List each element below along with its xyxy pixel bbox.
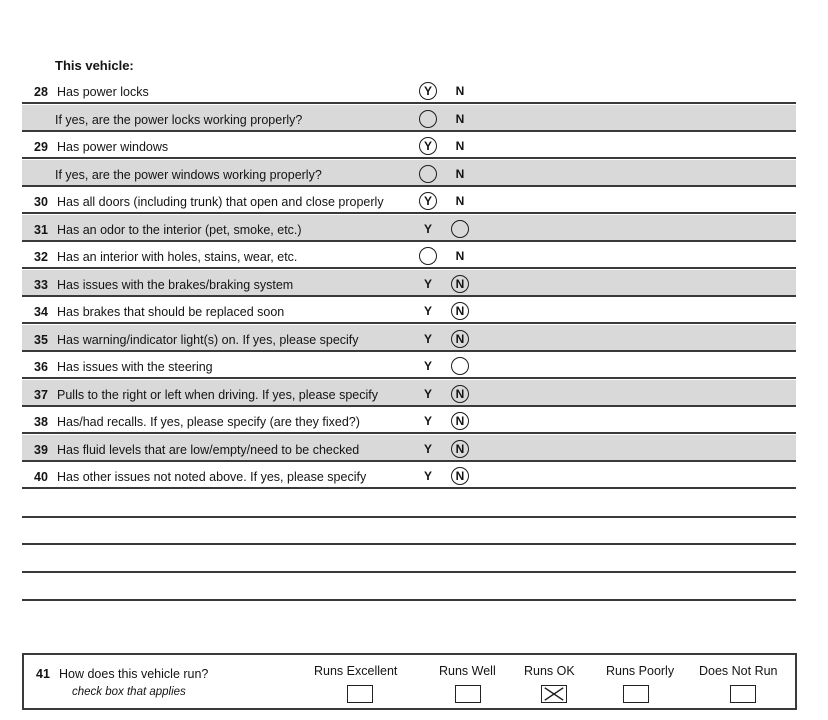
question-row [22, 380, 796, 407]
question-row [22, 297, 796, 324]
no-option[interactable]: N [455, 166, 465, 181]
specify-line [22, 543, 796, 545]
checkbox-runs-well[interactable] [455, 685, 481, 703]
yes-option[interactable] [419, 110, 437, 128]
question-number: 30 [34, 195, 48, 209]
question-text: Has all doors (including trunk) that open and close properly [57, 195, 384, 209]
question-row [22, 242, 796, 269]
yes-option[interactable]: Y [423, 441, 432, 456]
run-condition-section [22, 653, 797, 710]
question-text: Has an interior with holes, stains, wear, etc. [57, 250, 298, 264]
yes-option[interactable]: Y [423, 221, 432, 236]
no-option[interactable]: N [451, 302, 469, 320]
question-row [22, 462, 796, 489]
question-text: Has fluid levels that are low/empty/need to be checked [57, 442, 360, 457]
no-option[interactable] [451, 357, 469, 375]
question-number: 41 [36, 667, 50, 681]
no-option[interactable]: N [451, 467, 469, 485]
question-number: 36 [34, 360, 48, 374]
no-option[interactable]: N [455, 249, 465, 263]
no-option[interactable]: N [451, 330, 469, 348]
question-row [22, 270, 796, 297]
check-mark-icon [542, 686, 566, 702]
section-title: This vehicle: [55, 58, 134, 73]
yes-option[interactable]: Y [423, 331, 432, 346]
question-text: Has warning/indicator light(s) on. If yes, please specify [57, 332, 359, 347]
question-text: How does this vehicle run? [59, 667, 209, 681]
no-option[interactable]: N [451, 412, 469, 430]
no-option[interactable]: N [455, 194, 465, 208]
yes-option[interactable]: Y [423, 276, 432, 291]
sub-question-row [22, 105, 796, 132]
question-number: 31 [34, 222, 48, 237]
question-row [22, 407, 796, 434]
yes-option[interactable]: Y [423, 304, 432, 318]
yes-option[interactable]: Y [423, 359, 432, 373]
question-text: Has issues with the brakes/braking system [57, 277, 294, 292]
yes-option[interactable]: Y [419, 192, 437, 210]
yes-option[interactable]: Y [423, 469, 432, 483]
no-option[interactable] [451, 220, 469, 238]
yes-option[interactable]: Y [419, 137, 437, 155]
question-number: 39 [34, 442, 48, 457]
option-label-runs-excellent: Runs Excellent [314, 664, 398, 678]
yes-option[interactable]: Y [423, 414, 432, 428]
question-row [22, 77, 796, 104]
specify-line [22, 516, 796, 518]
question-text: Has power windows [57, 140, 169, 154]
question-text: Has brakes that should be replaced soon [57, 305, 285, 319]
question-number: 32 [34, 250, 48, 264]
option-label-runs-poorly: Runs Poorly [606, 664, 675, 678]
question-row [22, 215, 796, 242]
no-option[interactable]: N [455, 139, 465, 153]
question-number: 29 [34, 140, 48, 154]
no-option[interactable]: N [455, 111, 465, 126]
checkbox-runs-excellent[interactable] [347, 685, 373, 703]
yes-option[interactable] [419, 165, 437, 183]
question-text: Has/had recalls. If yes, please specify (are they fixed?) [57, 415, 360, 429]
specify-line [22, 571, 796, 573]
question-text: If yes, are the power windows working properly? [55, 167, 322, 182]
option-label-runs-ok: Runs OK [524, 664, 575, 678]
question-hint: check box that applies [72, 686, 186, 698]
checkbox-runs-poorly[interactable] [623, 685, 649, 703]
question-number: 40 [34, 470, 48, 484]
question-row [22, 187, 796, 214]
question-number: 38 [34, 415, 48, 429]
question-text: Has an odor to the interior (pet, smoke, etc.) [57, 222, 302, 237]
no-option[interactable]: N [451, 275, 469, 293]
yes-option[interactable]: Y [423, 386, 432, 401]
question-text: Pulls to the right or left when driving. If yes, please specify [57, 387, 378, 402]
no-option[interactable]: N [455, 84, 465, 98]
question-text: Has other issues not noted above. If yes, please specify [57, 470, 367, 484]
question-number: 34 [34, 305, 48, 319]
question-row [22, 325, 796, 352]
option-label-does-not-run: Does Not Run [699, 664, 778, 678]
yes-option[interactable] [419, 247, 437, 265]
sub-question-row [22, 160, 796, 187]
question-row [22, 352, 796, 379]
no-option[interactable]: N [451, 385, 469, 403]
yes-option[interactable]: Y [419, 82, 437, 100]
question-text: If yes, are the power locks working properly? [55, 112, 303, 127]
question-text: Has issues with the steering [57, 360, 213, 374]
question-row [22, 132, 796, 159]
checkbox-does-not-run[interactable] [730, 685, 756, 703]
no-option[interactable]: N [451, 440, 469, 458]
question-row [22, 435, 796, 462]
question-number: 28 [34, 85, 48, 99]
question-number: 33 [34, 277, 48, 292]
option-label-runs-well: Runs Well [439, 664, 496, 678]
checkbox-runs-ok[interactable] [541, 685, 567, 703]
specify-line [22, 599, 796, 601]
question-number: 35 [34, 332, 48, 347]
question-number: 37 [34, 387, 48, 402]
question-text: Has power locks [57, 85, 149, 99]
